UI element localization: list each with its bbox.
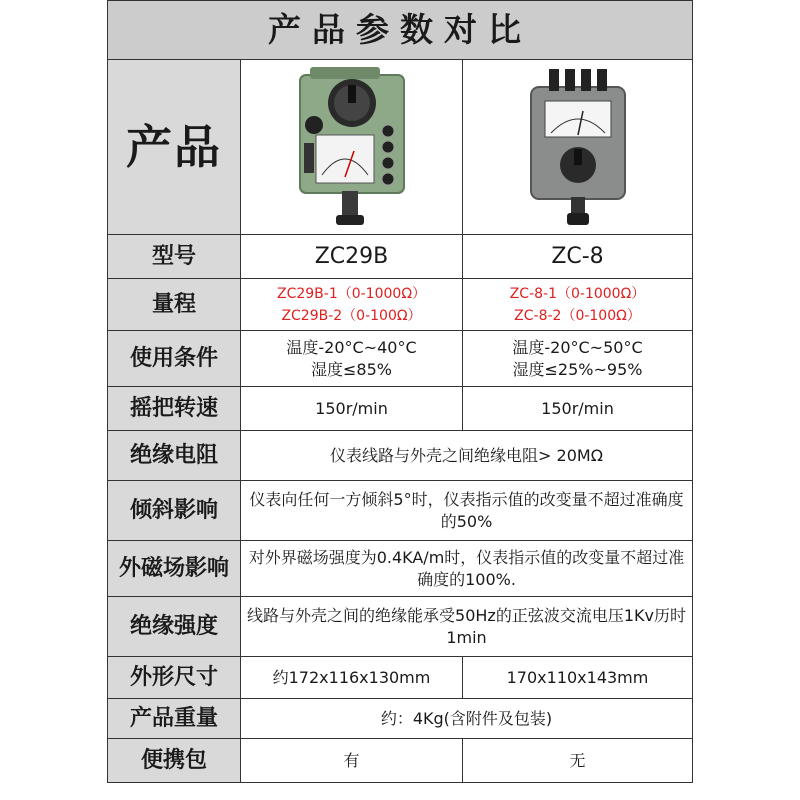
tilt-row	[108, 481, 693, 541]
model-zc8: ZC-8	[463, 235, 693, 279]
range-zc8	[463, 279, 693, 331]
weight-value: 约：4Kg(含附件及包装)	[241, 699, 693, 739]
bag-zc8: 无	[463, 739, 693, 783]
product-label: 产品	[108, 60, 241, 235]
magnetic-label: 外磁场影响	[108, 541, 241, 597]
conditions-row	[108, 331, 693, 387]
zc8-image-cell	[463, 60, 693, 235]
bag-row	[108, 739, 693, 783]
comparison-table	[107, 0, 693, 783]
zc8-tester-image	[523, 65, 633, 230]
size-zc8: 170x110x143mm	[463, 657, 693, 699]
temperature-zc8: 温度-20°C~50°C	[512, 337, 643, 357]
range-zc29b	[241, 279, 463, 331]
magnetic-value: 对外界磁场强度为0.4KA/m时，仪表指示值的改变量不超过准确度的100%.	[241, 541, 693, 597]
size-label: 外形尺寸	[108, 657, 241, 699]
insulation-strength-label: 绝缘强度	[108, 597, 241, 657]
speed-row	[108, 387, 693, 431]
size-zc29b: 约172x116x130mm	[241, 657, 463, 699]
bag-zc29b: 有	[241, 739, 463, 783]
title-row	[108, 1, 693, 60]
speed-zc29b: 150r/min	[241, 387, 463, 431]
range-zc29b-2: ZC29B-2（0-100Ω）	[281, 307, 422, 324]
comparison-sheet	[107, 0, 692, 800]
speed-zc8: 150r/min	[463, 387, 693, 431]
range-zc29b-1: ZC29B-1（0-1000Ω）	[276, 285, 427, 302]
zc29b-image-cell	[241, 60, 463, 235]
zc29b-tester-image	[292, 65, 412, 230]
tilt-value: 仪表向任何一方倾斜5°时，仪表指示值的改变量不超过准确度的50%	[241, 481, 693, 541]
temperature-zc29b: 温度-20°C~40°C	[286, 337, 417, 357]
model-zc29b: ZC29B	[241, 235, 463, 279]
conditions-zc29b	[241, 331, 463, 387]
page-title: 产品参数对比	[108, 1, 693, 60]
tilt-label: 倾斜影响	[108, 481, 241, 541]
weight-row	[108, 699, 693, 739]
conditions-zc8	[463, 331, 693, 387]
bag-label: 便携包	[108, 739, 241, 783]
insulation-strength-row	[108, 597, 693, 657]
range-zc8-2: ZC-8-2（0-100Ω）	[514, 307, 641, 324]
humidity-zc29b: 湿度≤85%	[311, 359, 392, 379]
magnetic-row	[108, 541, 693, 597]
insulation-resistance-value: 仪表线路与外壳之间绝缘电阻> 20MΩ	[241, 431, 693, 481]
weight-label: 产品重量	[108, 699, 241, 739]
model-label: 型号	[108, 235, 241, 279]
insulation-resistance-row	[108, 431, 693, 481]
range-label: 量程	[108, 279, 241, 331]
size-row	[108, 657, 693, 699]
humidity-zc8: 湿度≤25%~95%	[512, 359, 643, 379]
insulation-resistance-label: 绝缘电阻	[108, 431, 241, 481]
range-zc8-1: ZC-8-1（0-1000Ω）	[509, 285, 646, 302]
insulation-strength-value: 线路与外壳之间的绝缘能承受50Hz的正弦波交流电压1Kv历时1min	[241, 597, 693, 657]
range-row	[108, 279, 693, 331]
model-row	[108, 235, 693, 279]
speed-label: 摇把转速	[108, 387, 241, 431]
product-image-row	[108, 60, 693, 235]
conditions-label: 使用条件	[108, 331, 241, 387]
